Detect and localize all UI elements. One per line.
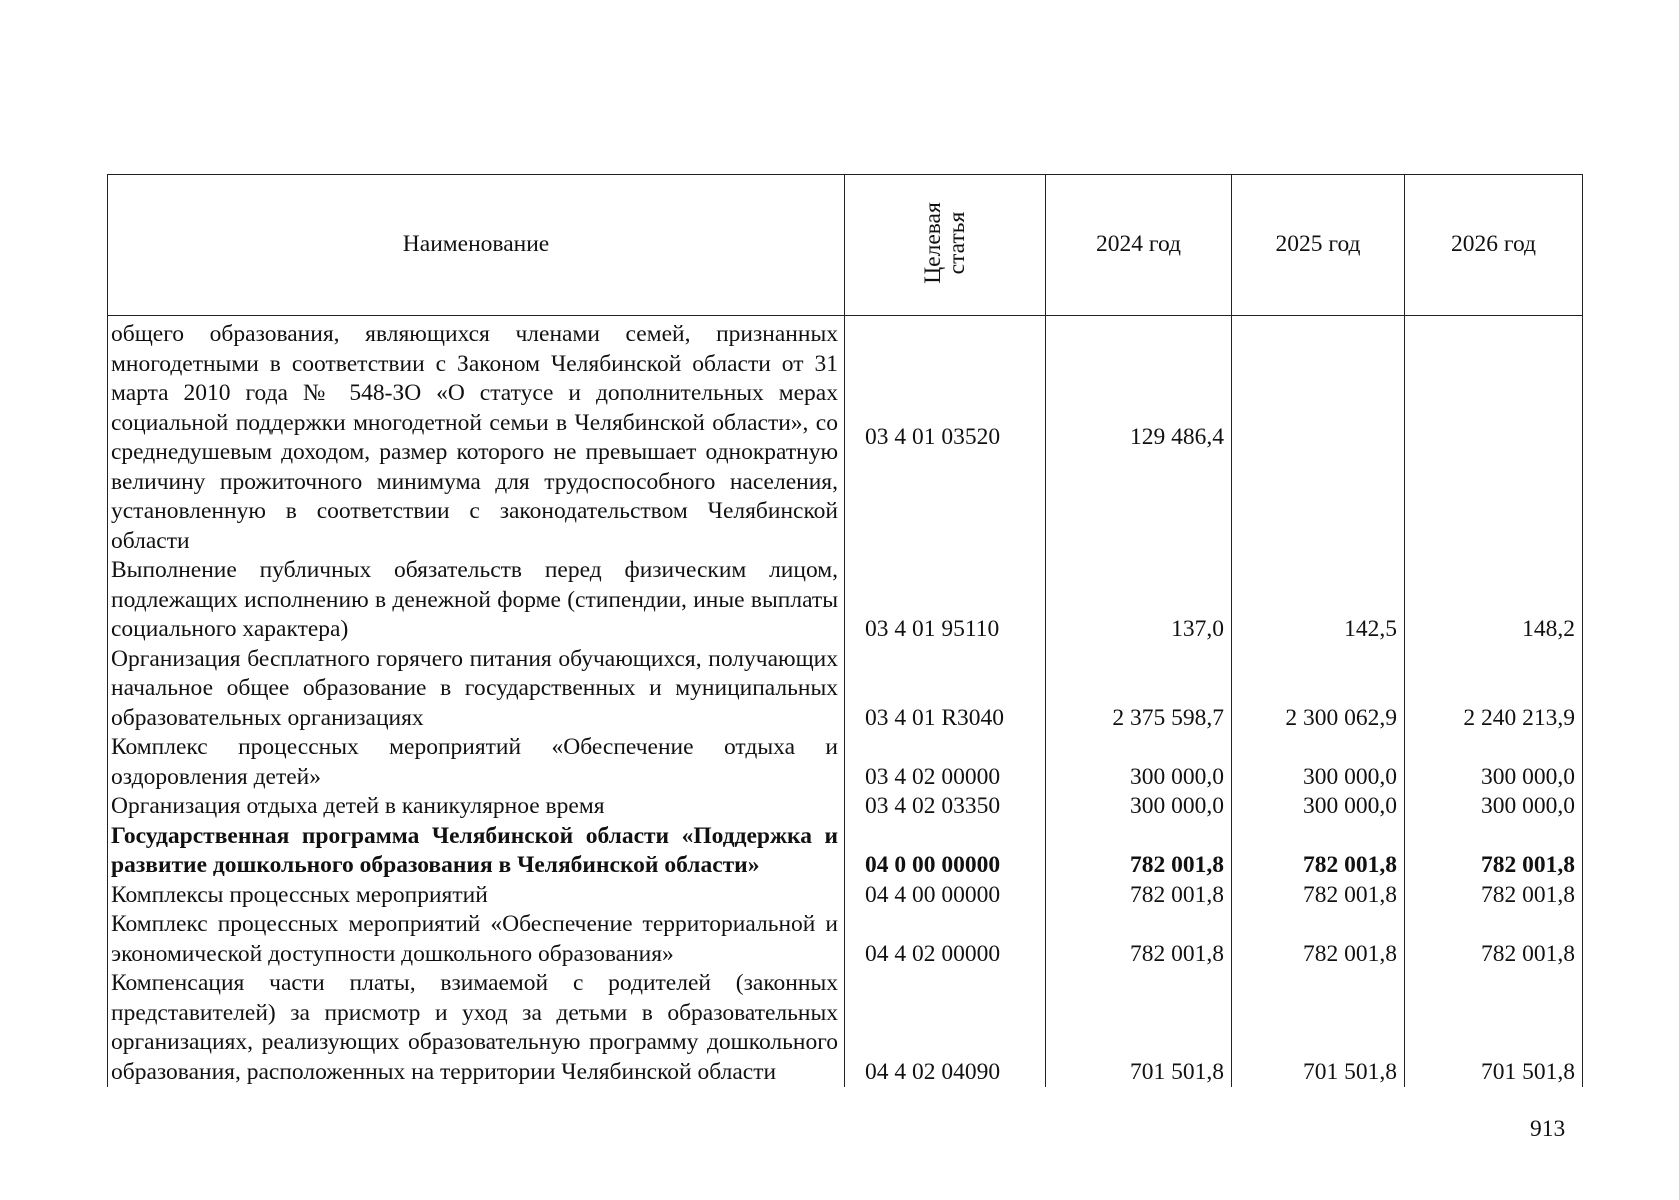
row-value-2026: 782 001,8 — [1405, 881, 1583, 911]
row-value-2024: 300 000,0 — [1046, 733, 1232, 792]
row-name: Комплекс процессных мероприятий «Обеспечение территориальной и экономической доступности дошкольного образования» — [108, 910, 845, 969]
header-code-line1: Целевая — [920, 202, 946, 285]
row-name: Организация бесплатного горячего питания обучающихся, получающих начальное общее образование в государственных и муниципальных образовательных организациях — [108, 645, 845, 734]
table-row — [108, 969, 1583, 1087]
row-name: Государственная программа Челябинской области «Поддержка и развитие дошкольного образования в Челябинской области» — [108, 822, 845, 881]
header-code-label — [921, 202, 969, 284]
table-header-row — [108, 175, 1583, 316]
row-value-2026: 782 001,8 — [1405, 910, 1583, 969]
row-value-2026 — [1405, 316, 1583, 557]
row-value-2026: 2 240 213,9 — [1405, 645, 1583, 734]
row-name: Компенсация части платы, взимаемой с родителей (законных представителей) за присмотр и уход за детьми в образовательных организациях, реализующих образовательную программу дошкольного образования, расположенных на территории Челябинской области — [108, 969, 845, 1087]
row-name: Комплекс процессных мероприятий «Обеспечение отдыха и оздоровления детей» — [108, 733, 845, 792]
row-value-2024: 701 501,8 — [1046, 969, 1232, 1087]
row-name: Организация отдыха детей в каникулярное время — [108, 792, 845, 822]
table-row — [108, 792, 1583, 822]
row-value-2025: 782 001,8 — [1232, 822, 1405, 881]
row-code: 03 4 01 03520 — [845, 316, 1046, 557]
header-2024: 2024 год — [1046, 175, 1232, 316]
row-code: 04 0 00 00000 — [845, 822, 1046, 881]
header-2026: 2026 год — [1405, 175, 1583, 316]
row-code: 04 4 02 04090 — [845, 969, 1046, 1087]
row-value-2025: 300 000,0 — [1232, 733, 1405, 792]
row-value-2025: 782 001,8 — [1232, 910, 1405, 969]
row-code: 03 4 01 R3040 — [845, 645, 1046, 734]
table-row — [108, 822, 1583, 881]
row-code: 03 4 02 00000 — [845, 733, 1046, 792]
table-row — [108, 733, 1583, 792]
row-value-2024: 129 486,4 — [1046, 316, 1232, 557]
row-value-2026: 701 501,8 — [1405, 969, 1583, 1087]
page-number: 913 — [1530, 1116, 1566, 1142]
row-value-2024: 782 001,8 — [1046, 910, 1232, 969]
row-name: Комплексы процессных мероприятий — [108, 881, 845, 911]
row-value-2026: 782 001,8 — [1405, 822, 1583, 881]
header-2025: 2025 год — [1232, 175, 1405, 316]
table-row — [108, 316, 1583, 557]
row-value-2025 — [1232, 316, 1405, 557]
row-value-2024: 300 000,0 — [1046, 792, 1232, 822]
row-code: 03 4 02 03350 — [845, 792, 1046, 822]
row-name: общего образования, являющихся членами семей, признанных многодетными в соответствии с Законом Челябинской области от 31 марта 2010 года № 548-ЗО «О статусе и дополнительных мерах социальной поддержки многодетной семьи в Челябинской области», со среднедушевым доходом, размер которого не превышает однократную величину прожиточного минимума для трудоспособного населения, установленную в соответствии с законодательством Челябинской области — [108, 316, 845, 557]
row-value-2026: 148,2 — [1405, 556, 1583, 645]
row-name: Выполнение публичных обязательств перед физическим лицом, подлежащих исполнению в денежной форме (стипендии, иные выплаты социального характера) — [108, 556, 845, 645]
row-code: 04 4 00 00000 — [845, 881, 1046, 911]
row-value-2025: 2 300 062,9 — [1232, 645, 1405, 734]
row-value-2024: 2 375 598,7 — [1046, 645, 1232, 734]
row-value-2025: 142,5 — [1232, 556, 1405, 645]
row-value-2025: 701 501,8 — [1232, 969, 1405, 1087]
row-value-2024: 782 001,8 — [1046, 822, 1232, 881]
table-row — [108, 910, 1583, 969]
budget-table — [107, 174, 1583, 1087]
header-code-line2: статья — [944, 211, 970, 275]
row-code: 03 4 01 95110 — [845, 556, 1046, 645]
row-value-2025: 300 000,0 — [1232, 792, 1405, 822]
row-code: 04 4 02 00000 — [845, 910, 1046, 969]
row-value-2024: 782 001,8 — [1046, 881, 1232, 911]
table-row — [108, 881, 1583, 911]
header-name: Наименование — [108, 175, 845, 316]
row-value-2026: 300 000,0 — [1405, 733, 1583, 792]
table-row — [108, 645, 1583, 734]
row-value-2025: 782 001,8 — [1232, 881, 1405, 911]
row-value-2026: 300 000,0 — [1405, 792, 1583, 822]
row-value-2024: 137,0 — [1046, 556, 1232, 645]
table-row — [108, 556, 1583, 645]
header-code — [845, 175, 1046, 316]
